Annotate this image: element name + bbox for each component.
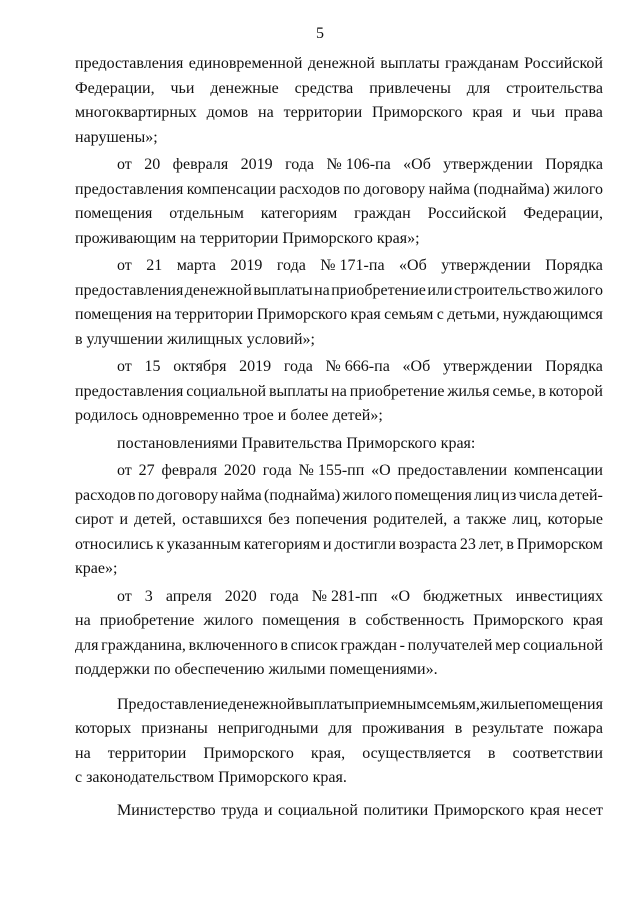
- word: помещения: [525, 695, 603, 713]
- word: выплаты: [268, 382, 329, 400]
- word: нуждающимся: [502, 306, 603, 323]
- text-line: [75, 799, 603, 824]
- text-line: [75, 202, 603, 227]
- word: числа: [518, 486, 558, 504]
- word: из: [501, 486, 517, 504]
- word: № 155-пп: [298, 462, 365, 479]
- word: Приморского: [203, 744, 294, 762]
- word: края: [472, 104, 503, 121]
- word: непригодными: [217, 720, 319, 737]
- text-line: [75, 533, 603, 558]
- word: предоставления: [75, 180, 184, 198]
- word: оставшихся: [181, 511, 263, 528]
- word: а: [453, 511, 461, 528]
- text-line: [75, 303, 603, 328]
- word: родителей,: [373, 511, 448, 528]
- word: от: [117, 358, 132, 375]
- word: домов: [206, 104, 249, 121]
- word: Порядка: [545, 257, 603, 274]
- word: жилые: [479, 695, 526, 713]
- word: для: [75, 636, 99, 654]
- word: семье,: [492, 382, 536, 400]
- word: «Об: [399, 257, 427, 274]
- paragraph-gap: [75, 683, 603, 693]
- word: «О: [371, 462, 391, 479]
- word: помещения: [75, 306, 153, 323]
- page-number: 5: [316, 25, 324, 42]
- word: 20: [144, 156, 161, 173]
- word: мер: [495, 636, 521, 654]
- word: Приморского: [433, 801, 525, 819]
- word: приобретение: [349, 382, 445, 400]
- text-line: [75, 355, 603, 380]
- word: граждан: [340, 636, 397, 654]
- word: детей-: [559, 486, 603, 504]
- word: детьми,: [447, 306, 500, 323]
- text-line: [75, 634, 603, 659]
- word: договору: [363, 180, 426, 198]
- word: в: [506, 535, 514, 553]
- text-run: постановлениями Правительства Приморского края:: [117, 434, 476, 452]
- word: признаны: [141, 720, 208, 737]
- word: денежной: [184, 281, 252, 299]
- word: права: [564, 104, 603, 121]
- word: по: [343, 180, 361, 198]
- text-line: [75, 101, 603, 126]
- word: 2020: [224, 587, 257, 605]
- word: «Об: [402, 358, 431, 375]
- word: -: [399, 636, 405, 654]
- word: октября: [173, 358, 227, 375]
- word: года: [285, 156, 315, 173]
- text-line: [75, 766, 603, 791]
- word: «О: [390, 587, 411, 605]
- word: лиц,: [512, 511, 542, 528]
- word: 27: [138, 462, 155, 479]
- word: и: [512, 104, 522, 121]
- word: 3: [144, 587, 153, 605]
- text-line: [75, 742, 603, 767]
- word: строительства: [506, 79, 603, 97]
- word: помещения: [394, 486, 472, 504]
- word: 23: [459, 535, 476, 553]
- text-line: [75, 585, 603, 610]
- text-line: [75, 693, 603, 718]
- text-line: [75, 178, 603, 203]
- word: приобретение: [99, 612, 195, 629]
- word: чьи: [530, 104, 555, 121]
- word: жилого: [342, 486, 393, 504]
- word: в: [280, 636, 288, 654]
- text-run: проживающим на территории Приморского края»;: [75, 229, 420, 247]
- document-body: [75, 52, 603, 823]
- text-line: [75, 77, 603, 102]
- word: выплаты: [380, 55, 440, 72]
- word: включенного: [188, 636, 278, 654]
- word: № 171-па: [320, 257, 385, 274]
- word: получателей: [407, 636, 493, 654]
- text-line: [75, 404, 603, 429]
- word: приемным: [354, 695, 427, 713]
- word: территории: [283, 104, 363, 121]
- text-run: нарушены»;: [75, 128, 158, 146]
- text-line: [75, 658, 603, 683]
- word: в: [538, 382, 546, 400]
- word: территории: [174, 306, 254, 323]
- word: Министерство: [117, 801, 216, 819]
- word: также: [466, 511, 507, 528]
- word: лет,: [478, 535, 504, 553]
- word: края,: [310, 744, 346, 762]
- text-line: [75, 126, 603, 151]
- word: найма: [428, 180, 470, 198]
- word: денежные: [210, 79, 279, 97]
- word: расходов: [279, 180, 341, 198]
- word: категориям: [243, 535, 321, 553]
- word: граждан: [354, 205, 411, 222]
- word: на: [75, 612, 91, 629]
- text-line: [75, 609, 603, 634]
- word: февраля: [172, 156, 229, 173]
- word: или: [427, 281, 453, 299]
- word: политики: [363, 801, 429, 819]
- word: отдельным: [169, 205, 244, 222]
- word: на: [155, 306, 172, 323]
- word: 2019: [230, 257, 263, 274]
- text-run: крае»;: [75, 560, 118, 577]
- paragraph-gap: [75, 791, 603, 799]
- word: пожара: [553, 720, 603, 737]
- text-line: [75, 254, 603, 279]
- word: 2020: [223, 462, 256, 479]
- word: марта: [176, 257, 216, 274]
- word: помещения: [75, 205, 153, 222]
- word: гражданам: [444, 55, 519, 72]
- word: помещения: [262, 612, 340, 629]
- word: от: [117, 257, 132, 274]
- word: жилого: [203, 612, 254, 629]
- text-line: [75, 557, 603, 582]
- word: социальной: [186, 382, 267, 400]
- word: детей,: [134, 511, 176, 528]
- text-line: [75, 508, 603, 533]
- word: лиц: [474, 486, 500, 504]
- word: денежной: [228, 695, 296, 713]
- word: Порядка: [545, 156, 603, 173]
- word: к: [156, 535, 164, 553]
- word: предоставления: [75, 382, 184, 400]
- word: года: [269, 587, 299, 605]
- word: которые: [547, 511, 603, 528]
- text-run: с законодательством Приморского края.: [75, 769, 347, 786]
- word: утверждении: [442, 358, 533, 375]
- word: края: [572, 612, 603, 629]
- text-line: [75, 52, 603, 77]
- word: компенсации: [513, 462, 603, 479]
- word: проживания: [361, 720, 445, 737]
- word: «Об: [403, 156, 431, 173]
- word: февраля: [161, 462, 218, 479]
- word: для: [466, 79, 491, 97]
- word: от: [117, 587, 132, 605]
- word: по: [137, 486, 155, 504]
- word: Российской: [427, 205, 507, 222]
- word: жилого: [553, 281, 603, 299]
- word: попечения: [295, 511, 368, 528]
- word: приобретение: [331, 281, 426, 299]
- word: Федерации,: [75, 79, 155, 97]
- text-line: [75, 227, 603, 252]
- word: года: [276, 257, 306, 274]
- word: 15: [144, 358, 161, 375]
- word: предоставления: [75, 281, 184, 299]
- word: года: [262, 462, 292, 479]
- word: расходов: [75, 486, 136, 504]
- word: денежной: [307, 55, 375, 72]
- word: собственность: [365, 612, 465, 629]
- word: от: [117, 462, 132, 479]
- word: договору: [156, 486, 219, 504]
- word: Порядка: [545, 358, 603, 375]
- word: года: [283, 358, 313, 375]
- word: Федерации,: [523, 205, 603, 222]
- word: выплаты: [253, 281, 313, 299]
- word: указанным: [166, 535, 241, 553]
- word: которой: [548, 382, 603, 400]
- word: многоквартирных: [75, 104, 197, 121]
- word: (поднайма): [264, 486, 341, 504]
- word: список: [290, 636, 338, 654]
- word: от: [117, 156, 132, 173]
- word: средства: [294, 79, 354, 97]
- word: бюджетных: [423, 587, 503, 605]
- word: и: [263, 801, 273, 819]
- text-line: [75, 459, 603, 484]
- word: семьям: [384, 306, 434, 323]
- word: Приморского: [256, 306, 348, 323]
- word: утверждении: [441, 257, 531, 274]
- word: строительство: [453, 281, 552, 299]
- word: в: [454, 720, 463, 737]
- word: найма: [220, 486, 262, 504]
- text-line: [75, 279, 603, 304]
- word: труда: [221, 801, 259, 819]
- word: без: [268, 511, 290, 528]
- text-run: поддержки по обеспечению жилыми помещениями».: [75, 661, 438, 678]
- text-line: [75, 380, 603, 405]
- word: несет: [565, 801, 603, 819]
- word: чьи: [170, 79, 195, 97]
- word: жилья: [447, 382, 490, 400]
- word: утверждении: [443, 156, 533, 173]
- word: инвестициях: [515, 587, 603, 605]
- text-line: [75, 717, 603, 742]
- word: в: [348, 612, 357, 629]
- word: соответствии: [512, 744, 603, 762]
- word: на: [314, 281, 330, 299]
- text-line: [75, 432, 603, 457]
- word: выплаты: [295, 695, 355, 713]
- word: для: [328, 720, 352, 737]
- word: с: [436, 306, 444, 323]
- word: Приморского: [372, 104, 463, 121]
- word: осуществляется: [362, 744, 471, 762]
- word: и: [323, 535, 332, 553]
- word: которых: [75, 720, 132, 737]
- word: гражданина,: [101, 636, 186, 654]
- word: достигли: [334, 535, 396, 553]
- word: 2019: [240, 156, 273, 173]
- word: на: [258, 104, 274, 121]
- word: в: [487, 744, 496, 762]
- word: компенсации: [186, 180, 276, 198]
- word: и: [119, 511, 129, 528]
- word: результате: [472, 720, 544, 737]
- word: № 281-пп: [311, 587, 378, 605]
- word: семьям,: [426, 695, 480, 713]
- word: территории: [107, 744, 187, 762]
- word: социальной: [523, 636, 603, 654]
- word: края: [350, 306, 381, 323]
- word: (поднайма): [473, 180, 550, 198]
- word: № 106-па: [326, 156, 391, 173]
- word: Приморского: [473, 612, 564, 629]
- text-run: в улучшении жилищных условий»;: [75, 330, 315, 348]
- word: сирот: [75, 511, 114, 528]
- word: относились: [75, 535, 154, 553]
- word: на: [75, 744, 91, 762]
- text-run: родилось одновременно трое и более детей»;: [75, 407, 383, 424]
- word: Российской: [524, 55, 603, 72]
- word: возраста: [398, 535, 458, 553]
- word: 2019: [239, 358, 272, 375]
- word: края: [529, 801, 560, 819]
- text-line: [75, 328, 603, 353]
- word: единовременной: [188, 55, 303, 72]
- word: Приморском: [516, 535, 603, 553]
- word: апреля: [165, 587, 212, 605]
- word: жилого: [553, 180, 603, 198]
- word: на: [331, 382, 347, 400]
- word: привлечены: [369, 79, 451, 97]
- word: № 666-па: [325, 358, 390, 375]
- word: предоставлении: [397, 462, 508, 479]
- text-line: [75, 484, 603, 509]
- word: социальной: [278, 801, 358, 819]
- word: 21: [146, 257, 163, 274]
- text-line: [75, 153, 603, 178]
- word: категориям: [260, 205, 338, 222]
- word: предоставления: [75, 55, 184, 72]
- word: Предоставление: [117, 695, 229, 713]
